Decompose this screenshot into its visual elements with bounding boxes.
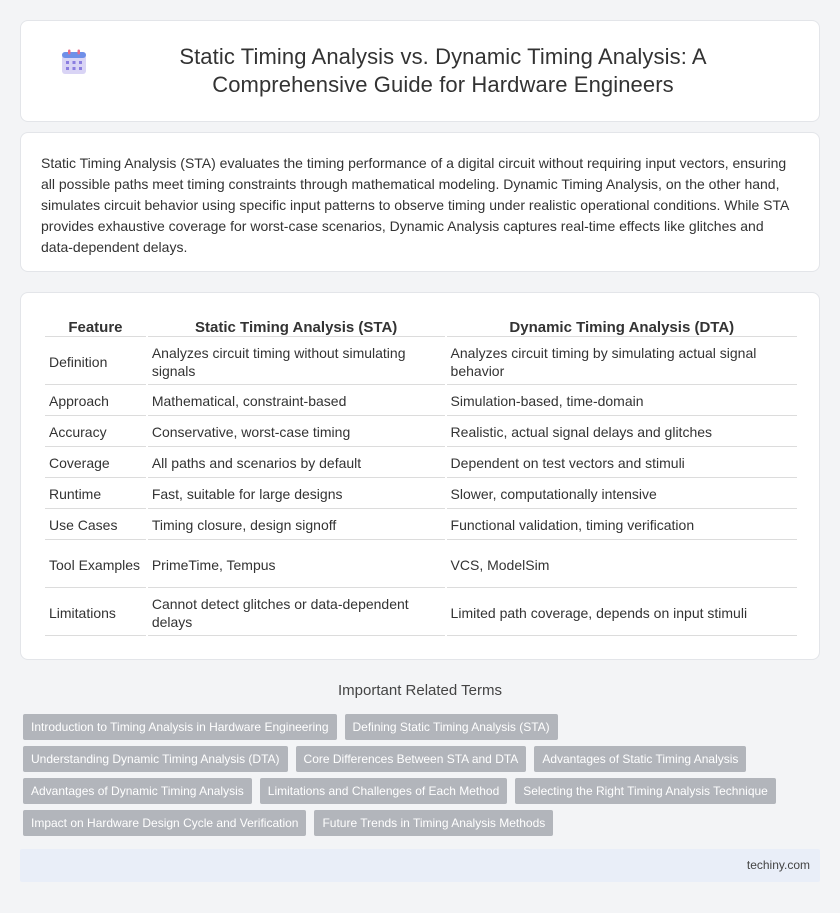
row-feature: Limitations: [45, 590, 146, 636]
related-term-tag[interactable]: Advantages of Static Timing Analysis: [534, 746, 746, 772]
comparison-card: [20, 292, 820, 660]
row-feature: Use Cases: [45, 511, 146, 540]
table-row: [45, 542, 797, 588]
row-sta: PrimeTime, Tempus: [148, 542, 445, 588]
related-term-tag[interactable]: Limitations and Challenges of Each Method: [260, 778, 507, 804]
related-term-tag[interactable]: Impact on Hardware Design Cycle and Verification: [23, 810, 306, 836]
page-title: Static Timing Analysis vs. Dynamic Timing Analysis: A Comprehensive Guide for Hardware Engineers: [179, 44, 707, 97]
row-sta: Fast, suitable for large designs: [148, 480, 445, 509]
row-sta: Conservative, worst-case timing: [148, 418, 445, 447]
table-header-row: [45, 317, 797, 337]
related-term-tag[interactable]: Advantages of Dynamic Timing Analysis: [23, 778, 252, 804]
row-feature: Runtime: [45, 480, 146, 509]
table-row: [45, 449, 797, 478]
title-card: [20, 20, 820, 122]
row-dta: Realistic, actual signal delays and glitches: [447, 418, 797, 447]
row-sta: All paths and scenarios by default: [148, 449, 445, 478]
row-sta: Mathematical, constraint-based: [148, 387, 445, 416]
related-term-tag[interactable]: Understanding Dynamic Timing Analysis (DTA): [23, 746, 288, 772]
header-dta: Dynamic Timing Analysis (DTA): [447, 317, 797, 337]
intro-card: [20, 132, 820, 272]
row-dta: VCS, ModelSim: [447, 542, 797, 588]
table-row: [45, 480, 797, 509]
related-term-tag[interactable]: Introduction to Timing Analysis in Hardware Engineering: [23, 714, 337, 740]
row-dta: Dependent on test vectors and stimuli: [447, 449, 797, 478]
header-feature: Feature: [45, 317, 146, 337]
footer-brand[interactable]: techiny.com: [746, 858, 810, 872]
related-term-tag[interactable]: Core Differences Between STA and DTA: [296, 746, 527, 772]
row-feature: Definition: [45, 339, 146, 385]
row-dta: Simulation-based, time-domain: [447, 387, 797, 416]
row-feature: Approach: [45, 387, 146, 416]
table-row: [45, 590, 797, 636]
comparison-table: [43, 315, 799, 638]
related-term-tag[interactable]: Defining Static Timing Analysis (STA): [345, 714, 558, 740]
calendar-icon: [61, 49, 87, 75]
row-feature: Coverage: [45, 449, 146, 478]
footer: [20, 849, 820, 882]
table-row: [45, 387, 797, 416]
related-term-tag[interactable]: Selecting the Right Timing Analysis Technique: [515, 778, 776, 804]
table-row: [45, 339, 797, 385]
related-term-tag[interactable]: Future Trends in Timing Analysis Methods: [314, 810, 553, 836]
row-sta: Analyzes circuit timing without simulating signals: [148, 339, 445, 385]
row-feature: Tool Examples: [45, 542, 146, 588]
row-feature: Accuracy: [45, 418, 146, 447]
related-terms-title: Important Related Terms: [338, 682, 502, 699]
related-terms-list: [23, 714, 823, 836]
header-sta: Static Timing Analysis (STA): [148, 317, 445, 337]
row-dta: Functional validation, timing verification: [447, 511, 797, 540]
table-row: [45, 511, 797, 540]
row-dta: Analyzes circuit timing by simulating actual signal behavior: [447, 339, 797, 385]
intro-paragraph: Static Timing Analysis (STA) evaluates the timing performance of a digital circuit without requiring input vectors, ensuring all possible paths meet timing constraints through mathematical modeling. Dynamic Timing Analysis, on the other hand, simulates circuit behavior using specific input patterns to observe timing under realistic operational conditions. While STA provides exhaustive coverage for worst-case scenarios, Dynamic Analysis captures real-time effects like glitches and data-dependent delays.: [41, 155, 789, 255]
title-wrap: [21, 43, 819, 99]
table-row: [45, 418, 797, 447]
row-dta: Slower, computationally intensive: [447, 480, 797, 509]
row-dta: Limited path coverage, depends on input stimuli: [447, 590, 797, 636]
row-sta: Timing closure, design signoff: [148, 511, 445, 540]
row-sta: Cannot detect glitches or data-dependent delays: [148, 590, 445, 636]
